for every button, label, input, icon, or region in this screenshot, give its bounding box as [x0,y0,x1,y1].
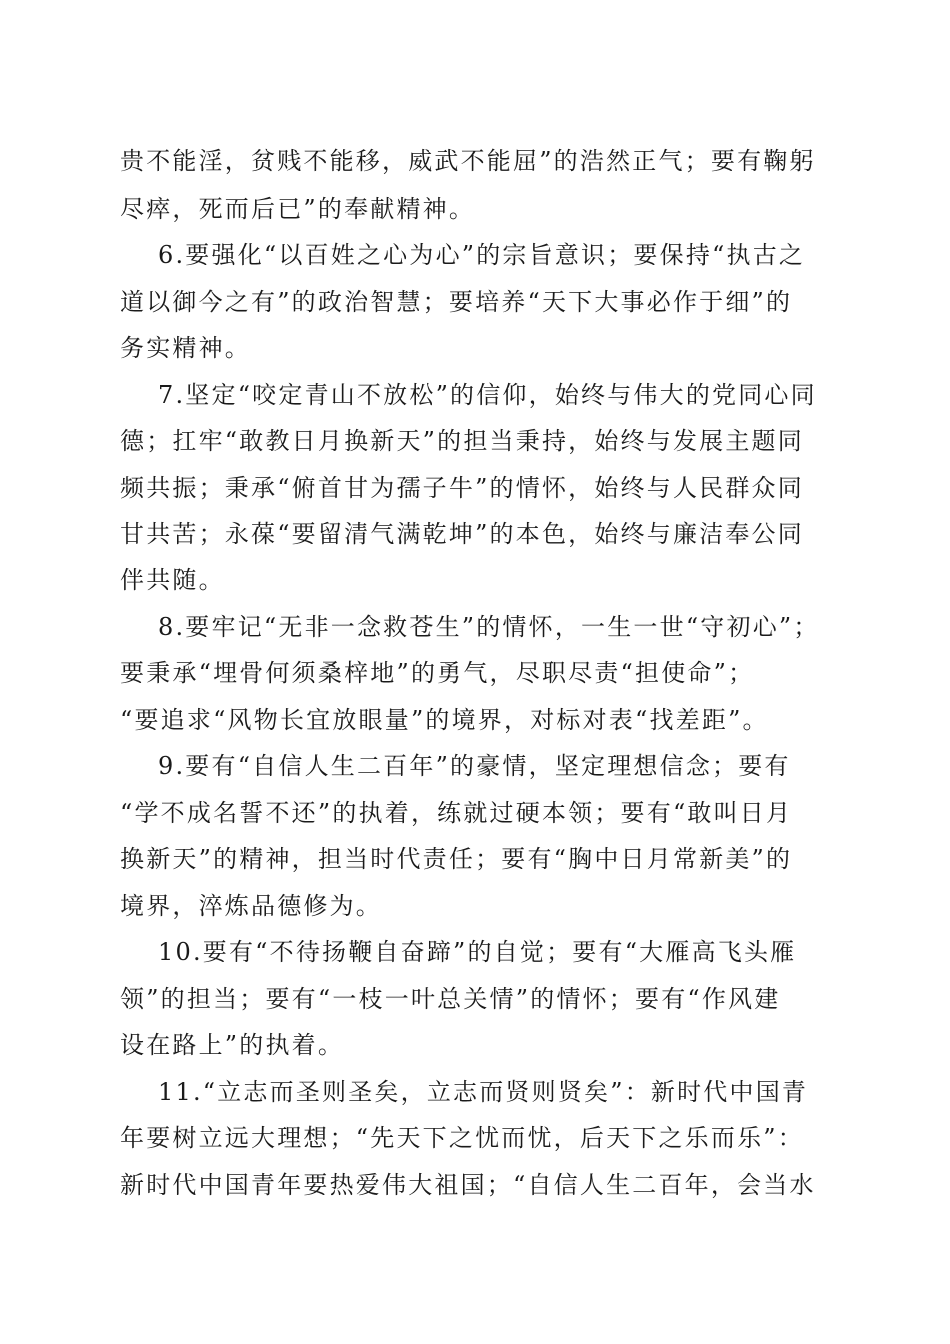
text-line: 领”的担当；要有“一枝一叶总关情”的情怀；要有“作风建 [120,985,781,1013]
text-line: 尽瘁，死而后已”的奉献精神。 [120,195,476,223]
text-line: 道以御今之有”的政治智慧；要培养“天下大事必作于细”的 [120,288,793,316]
text-line: 德；扛牢“敢教日月换新天”的担当秉持，始终与发展主题同 [120,427,804,455]
text-line: 年要树立远大理想；“先天下之忧而忧，后天下之乐而乐”： [120,1124,804,1152]
text-line: 6.要强化“以百姓之心为心”的宗旨意识；要保持“执古之 [158,241,806,269]
text-line: 9.要有“自信人生二百年”的豪情，坚定理想信念；要有 [158,752,791,780]
text-line: 频共振；秉承“俯首甘为孺子牛”的情怀，始终与人民群众同 [120,474,804,502]
text-line: 甘共苦；永葆“要留清气满乾坤”的本色，始终与廉洁奉公同 [120,520,804,548]
text-line: 要秉承“埋骨何须桑梓地”的勇气，尽职尽责“担使命”； [120,659,755,687]
text-line: 8.要牢记“无非一念救苍生”的情怀，一生一世“守初心”； [158,613,820,641]
text-line: 贵不能淫，贫贱不能移，威武不能屈”的浩然正气；要有鞠躬 [120,147,816,175]
text-line: 务实精神。 [120,334,251,362]
text-line: “要追求“风物长宜放眼量”的境界，对标对表“找差距”。 [120,706,769,734]
text-line: 10.要有“不待扬鞭自奋蹄”的自觉；要有“大雁高飞头雁 [158,938,797,966]
text-line: 境界，淬炼品德修为。 [120,892,382,920]
text-line: 伴共随。 [120,566,225,594]
text-line: 7.坚定“咬定青山不放松”的信仰，始终与伟大的党同心同 [158,381,817,409]
text-line: 11.“立志而圣则圣矣，立志而贤则贤矣”：新时代中国青 [158,1078,809,1106]
text-line: 换新天”的精神，担当时代责任；要有“胸中日月常新美”的 [120,845,793,873]
text-line: “学不成名誓不还”的执着，练就过硬本领；要有“敢叫日月 [120,799,793,827]
text-line: 设在路上”的执着。 [120,1031,345,1059]
text-line: 新时代中国青年要热爱伟大祖国；“自信人生二百年，会当水 [120,1171,816,1199]
